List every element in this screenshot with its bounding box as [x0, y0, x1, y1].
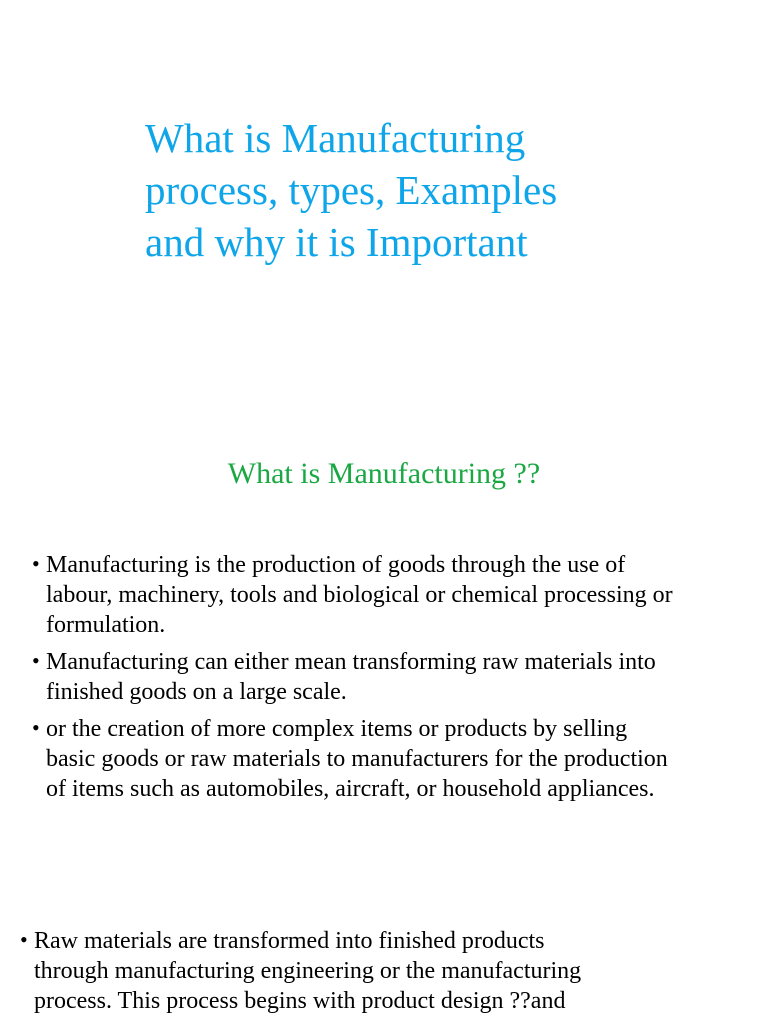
list-item: [32, 647, 766, 707]
list-item: [32, 550, 766, 640]
slide-title: [145, 112, 745, 268]
bullet-text-line: labour, machinery, tools and biological or chemical processing or: [46, 582, 673, 608]
bullet-text-line: Manufacturing can either mean transforming raw materials into: [46, 649, 656, 675]
section-heading: What is Manufacturing ??: [227, 457, 541, 490]
title-line: and why it is Important: [145, 219, 528, 265]
bullet-text-line: Manufacturing is the production of goods through the use of: [46, 552, 626, 578]
list-item: [32, 714, 766, 804]
bullet-text-line: process. This process begins with product design ??and: [34, 988, 566, 1014]
bullet-text-line: or the creation of more complex items or products by selling: [46, 716, 628, 742]
bullet-icon: •: [32, 551, 40, 576]
bullet-list: [20, 926, 754, 1023]
bullet-text-line: of items such as automobiles, aircraft, or household appliances.: [46, 776, 655, 802]
bullet-list: [32, 550, 766, 811]
bullet-text-line: through manufacturing engineering or the manufacturing: [34, 958, 582, 984]
bullet-text-line: finished goods on a large scale.: [46, 679, 347, 705]
bullet-text-line: basic goods or raw materials to manufacturers for the production: [46, 746, 668, 772]
bullet-icon: •: [32, 715, 40, 740]
bullet-icon: •: [20, 927, 28, 952]
list-item: [20, 926, 754, 1016]
bullet-text-line: Raw materials are transformed into finished products: [34, 928, 545, 954]
bullet-text-line: formulation.: [46, 612, 166, 638]
bullet-icon: •: [32, 648, 40, 673]
title-line: What is Manufacturing: [145, 115, 526, 161]
title-line: process, types, Examples: [145, 167, 558, 213]
